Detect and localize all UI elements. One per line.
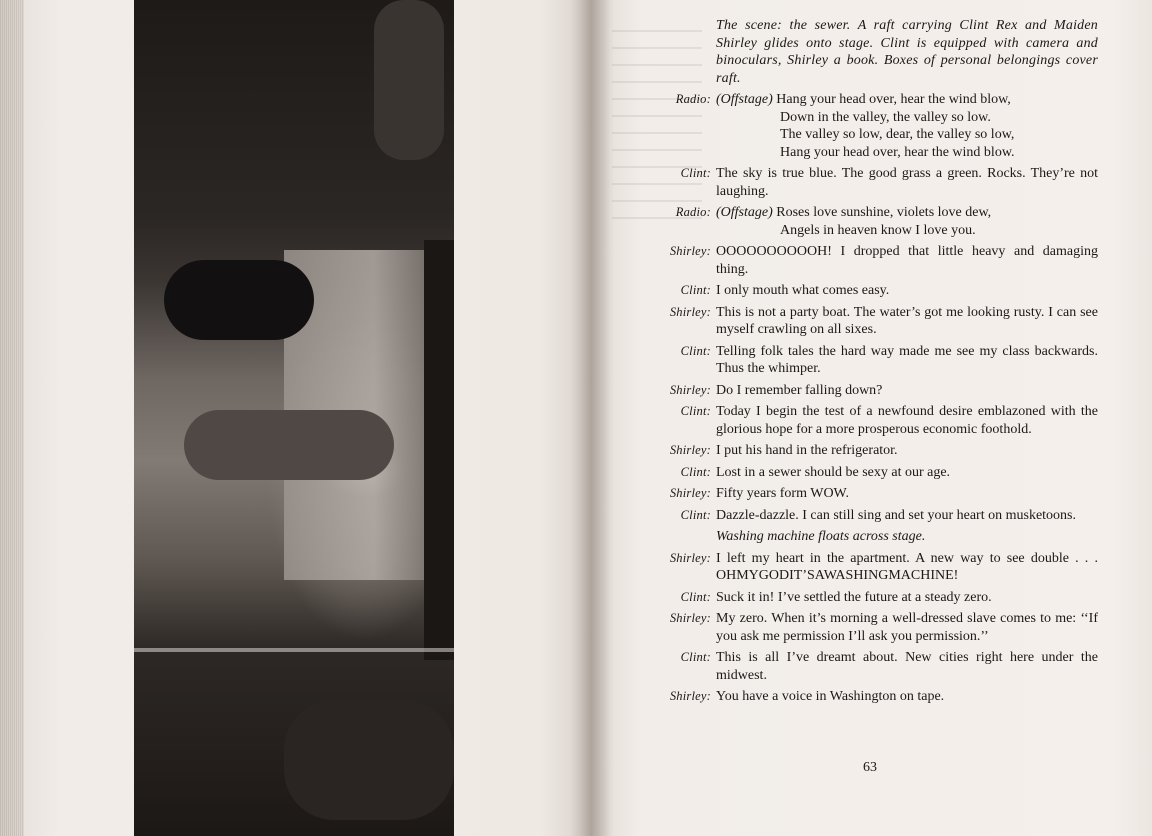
- dialogue-text: Suck it in! I’ve settled the future at a steady zero.: [716, 589, 992, 605]
- dialogue-text: My zero. When it’s morning a well-dressed slave comes to me: ‘‘If you ask me permission I’ll ask you permission.’’: [716, 611, 1098, 644]
- speaker-name: Shirley:: [669, 244, 711, 258]
- dialogue-text: This is not a party boat. The water’s got me looking rusty. I can see myself crawling on all sixes.: [716, 304, 1098, 337]
- verse-line: Angels in heaven know I love you.: [780, 222, 976, 238]
- dialogue-line: [592, 204, 1098, 239]
- dialogue-text: Lost in a sewer should be sexy at our age.: [716, 464, 951, 480]
- dialogue-line: [592, 91, 1098, 161]
- dialogue-line: [592, 243, 1098, 278]
- dialogue-line: [592, 610, 1098, 645]
- dialogue-text: This is all I’ve dreamt about. New cities right here under the midwest.: [716, 650, 1098, 683]
- photo-figure: [164, 260, 314, 340]
- photo-figure: [284, 700, 454, 820]
- dialogue-text: Today I begin the test of a newfound desire emblazoned with the glorious hope for a more prosperous economic foothold.: [716, 404, 1098, 437]
- speaker-name: Shirley:: [669, 443, 711, 457]
- stage-direction: The scene: the sewer. A raft carrying Clint Rex and Maiden Shirley glides onto stage. Clint is equipped with camera and binoculars, Shirley a book. Boxes of personal belongings cover raft.: [716, 18, 1098, 86]
- speaker-name: Shirley:: [669, 304, 711, 319]
- speaker-name: Clint:: [680, 650, 711, 664]
- speaker-name: Shirley:: [669, 486, 711, 500]
- dialogue-line: [592, 649, 1098, 684]
- page-number: 63: [863, 760, 877, 775]
- verse-text: Hang your head over, hear the wind blow,: [772, 92, 1011, 107]
- dialogue-line: [592, 589, 1098, 607]
- dialogue-text: Dazzle-dazzle. I can still sing and set your heart on musketoons.: [716, 507, 1076, 523]
- verse-line: The valley so low, dear, the valley so low,: [780, 127, 1015, 142]
- speaker-name: Shirley:: [669, 550, 711, 565]
- speaker-name: Radio:: [675, 92, 711, 106]
- dialogue-text: The sky is true blue. The good grass a green. Rocks. They’re not laughing.: [716, 166, 1098, 199]
- speaker-name: Radio:: [675, 205, 711, 219]
- dialogue-block: [592, 550, 1098, 706]
- speaker-name: Shirley:: [669, 382, 711, 397]
- stage-photograph: [134, 0, 454, 836]
- dialogue-text: I left my heart in the apartment. A new way to see double . . . OHMYGODIT’SAWASHINGMACHINE!: [716, 550, 1098, 583]
- dialogue-line: [592, 382, 1098, 400]
- stage-direction-inline: Washing machine floats across stage.: [716, 529, 926, 544]
- dialogue-text: Fifty years form WOW.: [716, 486, 849, 501]
- dialogue-text: I only mouth what comes easy.: [716, 283, 890, 298]
- dialogue-line: [592, 442, 1098, 460]
- dialogue-text: You have a voice in Washington on tape.: [716, 689, 945, 704]
- dialogue-line: [592, 688, 1098, 706]
- dialogue-line: [592, 343, 1098, 378]
- dialogue-text: OOOOOOOOOOH! I dropped that little heavy and damaging thing.: [716, 244, 1098, 277]
- dialogue-text: [716, 204, 1098, 239]
- dialogue-line: [592, 507, 1098, 525]
- dialogue-line: [592, 403, 1098, 438]
- speaker-name: Clint:: [680, 404, 711, 418]
- photo-figure: [374, 0, 444, 160]
- dialogue-line: [592, 550, 1098, 585]
- speaker-name: Clint:: [680, 464, 711, 479]
- photo-figure: [184, 410, 394, 480]
- verse-first-line: [716, 204, 1098, 222]
- speaker-name: Shirley:: [669, 611, 711, 625]
- dialogue-text: I put his hand in the refrigerator.: [716, 443, 898, 458]
- dialogue-line: [592, 464, 1098, 482]
- speaker-name: Clint:: [680, 589, 711, 604]
- dialogue-line: [592, 485, 1098, 503]
- speaker-name: Clint:: [680, 343, 711, 358]
- dialogue-line: [592, 165, 1098, 200]
- page-edges: [0, 0, 24, 836]
- dialogue-line: [592, 282, 1098, 300]
- verse-line: Down in the valley, the valley so low.: [780, 109, 991, 125]
- dialogue-text: Telling folk tales the hard way made me see my class backwards. Thus the whimper.: [716, 343, 1098, 376]
- photo-stage-floor: [424, 240, 454, 660]
- verse-first-line: [716, 91, 1098, 109]
- play-text: [592, 17, 1098, 706]
- offstage-direction: (Offstage): [716, 205, 773, 220]
- speaker-name: Clint:: [680, 283, 711, 297]
- offstage-direction: (Offstage): [716, 92, 773, 107]
- dialogue-text: Do I remember falling down?: [716, 382, 883, 398]
- dialogue-text: [716, 91, 1098, 161]
- dialogue-block: [592, 91, 1098, 524]
- speaker-name: Clint:: [680, 166, 711, 180]
- verse-line: Hang your head over, hear the wind blow.: [780, 144, 1015, 160]
- photo-divider: [134, 648, 454, 652]
- speaker-name: Clint:: [680, 507, 711, 522]
- speaker-name: Shirley:: [669, 689, 711, 703]
- dialogue-line: [592, 304, 1098, 339]
- verse-text: Roses love sunshine, violets love dew,: [772, 205, 992, 220]
